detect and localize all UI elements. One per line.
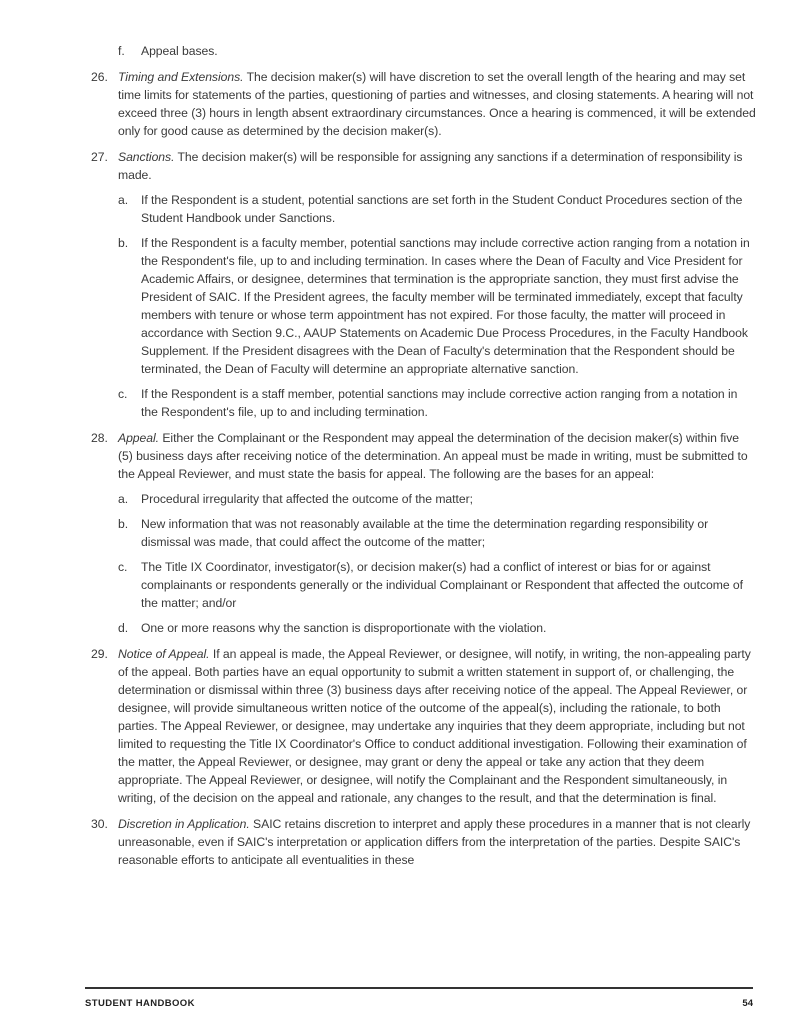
subitem-text: Procedural irregularity that affected the outcome of the matter; (141, 492, 473, 506)
footer-divider (85, 987, 753, 989)
subitem-letter: d. (118, 621, 129, 635)
item-text: The decision maker(s) will be responsible for assigning any sanctions if a determination of responsibility is made. (118, 150, 743, 182)
subitem-text: The Title IX Coordinator, investigator(s), or decision maker(s) had a conflict of interest or bias for or against complainants or respondents generally or the individual Complainant or Respondent that affected the outcome of the matter; and/or (141, 560, 743, 610)
page-number: 54 (742, 998, 753, 1009)
subitem-text: If the Respondent is a student, potential sanctions are set forth in the Student Conduct Procedures section of the Student Handbook under Sanctions. (141, 193, 743, 225)
item-title: Notice of Appeal. (118, 647, 210, 661)
item-28-subitems (91, 490, 757, 637)
item-title: Timing and Extensions. (118, 70, 244, 84)
item-title: Sanctions. (118, 150, 175, 164)
numbered-item-26 (91, 68, 757, 140)
subitem-letter: f. (118, 44, 125, 58)
item-title: Discretion in Application. (118, 817, 250, 831)
subitem-letter: a. (118, 492, 129, 506)
item-text: If an appeal is made, the Appeal Reviewer, or designee, will notify, in writing, the non-appealing party of the appeal. Both parties have an equal opportunity to submit a written statement in support of, or challenging, the determination or dismissal within three (3) business days after receiving notice of the appeal. The Appeal Reviewer, or designee, will provide simultaneous written notice of the outcome of the appeal(s), including the rationale, to both parties. The Appeal Reviewer, or designee, may undertake any inquiries that they deem appropriate, including but not limited to requesting the Title IX Coordinator's Office to conduct additional investigation. Following their examination of the matter, the Appeal Reviewer, or designee, may grant or deny the appeal or take any action that they deem appropriate. The Appeal Reviewer, or designee, will notify the Complainant and the Respondent simultaneously, in writing, of the decision on the appeal and rationale, any changes to the result, and that the determination is final. (118, 647, 751, 805)
subitem (91, 490, 757, 508)
subitem-text: If the Respondent is a staff member, potential sanctions may include corrective action ranging from a notation in the Respondent's file, up to and including termination. (141, 387, 738, 419)
document-body (91, 42, 757, 877)
subitem-letter: c. (118, 387, 128, 401)
subitem-letter: c. (118, 560, 128, 574)
subitem (91, 558, 757, 612)
subitem (91, 234, 757, 378)
numbered-item-30 (91, 815, 757, 869)
subitem-letter: a. (118, 193, 129, 207)
footer-title: STUDENT HANDBOOK (85, 998, 195, 1009)
item-text: SAIC retains discretion to interpret and apply these procedures in a manner that is not clearly unreasonable, even if SAIC's interpretation or application differs from the interpretation of the parties. Despite SAIC's reasonable efforts to anticipate all eventualities in these (118, 817, 751, 867)
subitem (91, 619, 757, 637)
item-27-subitems (91, 191, 757, 421)
item-number: 30. (91, 817, 108, 831)
subitem-letter: b. (118, 236, 129, 250)
subitem-text: If the Respondent is a faculty member, potential sanctions may include corrective action ranging from a notation in the Respondent's file, up to and including termination. In cases where the Dean of Faculty and Vice President for Academic Affairs, or designee, determines that termination is the appropriate sanction, they must first advise the President of SAIC. If the President agrees, the faculty member will be terminated immediately, except that faculty members with tenure or whose term appointment has not expired. For those faculty, the matter will proceed in accordance with Section 9.C., AAUP Statements on Academic Due Process Procedures, in the Faculty Handbook Supplement. If the President disagrees with the Dean of Faculty's determination that the Respondent should be terminated, the Dean of Faculty will determine an appropriate alternative sanction. (141, 236, 750, 376)
item-text: Either the Complainant or the Respondent may appeal the determination of the decision maker(s) within five (5) business days after receiving notice of the determination. An appeal must be made in writing, must be submitted to the Appeal Reviewer, and must state the basis for appeal. The following are the bases for an appeal: (118, 431, 748, 481)
numbered-item-28 (91, 429, 757, 483)
subitem-letter: b. (118, 517, 129, 531)
subitem (91, 385, 757, 421)
numbered-item-27 (91, 148, 757, 184)
carryover-subitem (91, 42, 757, 60)
subitem-text: New information that was not reasonably available at the time the determination regarding responsibility or dismissal was made, that could affect the outcome of the matter; (141, 517, 709, 549)
item-number: 28. (91, 431, 108, 445)
subitem-text: One or more reasons why the sanction is disproportionate with the violation. (141, 621, 547, 635)
subitem (91, 515, 757, 551)
item-number: 29. (91, 647, 108, 661)
item-text: The decision maker(s) will have discretion to set the overall length of the hearing and may set time limits for statements of the parties, questioning of parties and witnesses, and closing statements. A hearing will not exceed three (3) hours in length absent extraordinary circumstances. Once a hearing is commenced, it will be extended only for good cause as determined by the decision maker(s). (118, 70, 756, 138)
subitem-text: Appeal bases. (141, 44, 218, 58)
item-number: 26. (91, 70, 108, 84)
item-title: Appeal. (118, 431, 159, 445)
item-number: 27. (91, 150, 108, 164)
subitem (91, 191, 757, 227)
numbered-item-29 (91, 645, 757, 807)
